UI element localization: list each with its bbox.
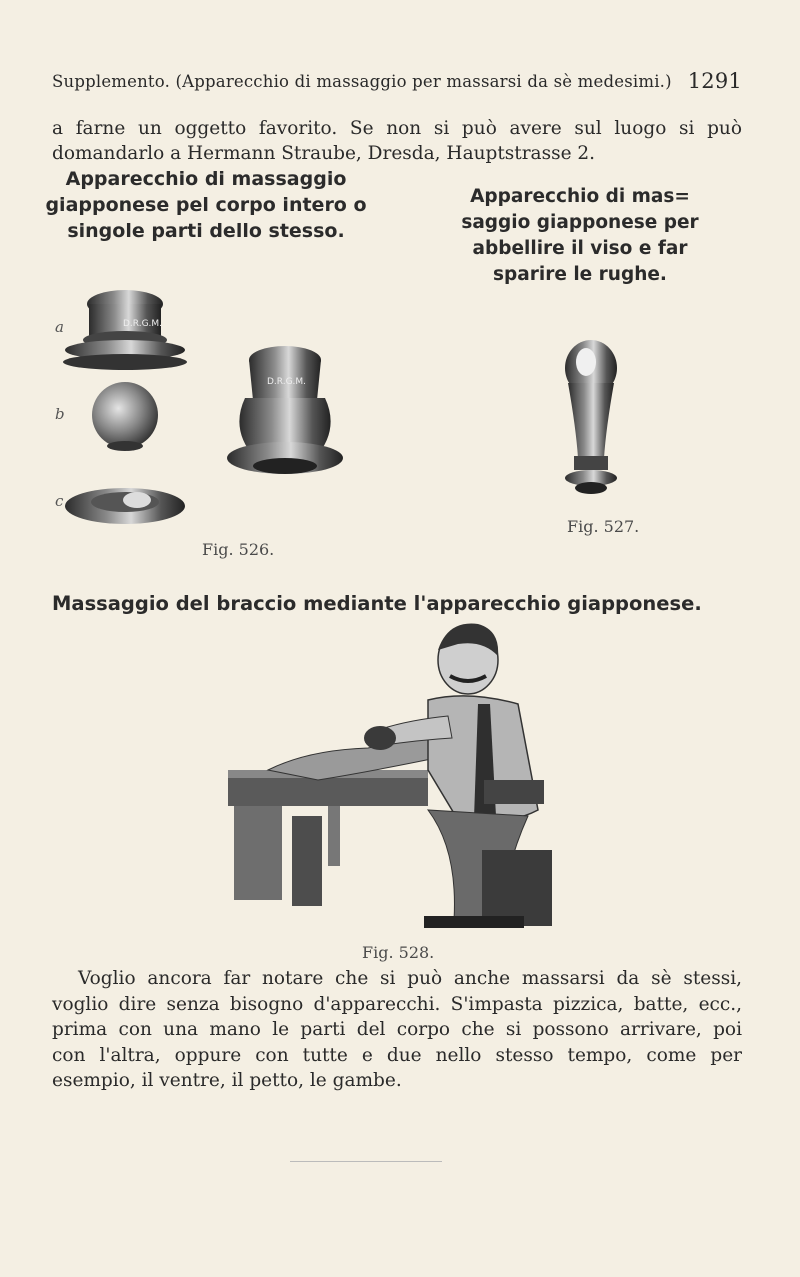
heading-line: saggio giapponese per — [461, 212, 699, 233]
fig526-assembled — [227, 346, 343, 474]
text-line: con l'altra, oppure con tutte e due nello stesso tempo, come per — [52, 1044, 742, 1066]
running-head — [52, 69, 742, 93]
fig528-arm-massage-illustration — [228, 620, 558, 940]
heading-line: singole parti dello stesso. — [67, 220, 345, 242]
intro-paragraph — [52, 116, 742, 166]
fig526-label-b: b — [55, 405, 65, 423]
heading-line: giapponese pel corpo intero o — [45, 194, 367, 216]
fig526-massager-illustration — [45, 280, 375, 540]
fig526-part-c — [65, 488, 185, 524]
fig528-caption: Fig. 528. — [362, 943, 435, 962]
footer-rule — [290, 1161, 442, 1162]
fig526-label-c: c — [55, 492, 64, 510]
text-line: Voglio ancora far notare che si può anche massarsi da sè stessi, — [78, 968, 742, 989]
man-head — [438, 624, 498, 694]
man-legs — [424, 810, 552, 928]
page-number: 1291 — [687, 69, 742, 93]
text-line: prima con una mano le parti del corpo che si possono arrivare, poi — [52, 1019, 742, 1041]
fig526-heading — [40, 166, 372, 244]
text-line: esempio, il ventre, il petto, le gambe. — [52, 1070, 402, 1092]
body-paragraph — [52, 966, 742, 1094]
text-line: voglio dire senza bisogno d'apparecchi. S'impasta pizzica, batte, ecc., — [52, 993, 742, 1015]
heading-line: Apparecchio di mas= — [470, 186, 690, 207]
fig527-heading — [424, 184, 736, 288]
fig526-engraving-assembled: D.R.G.M. — [267, 377, 307, 387]
fig526-part-b — [92, 382, 158, 451]
fig527-face-massager-illustration — [546, 338, 636, 498]
fig526-caption: Fig. 526. — [202, 540, 275, 559]
fig526-part-a — [63, 290, 187, 370]
man-torso — [428, 696, 544, 822]
running-head-title: Supplemento. (Apparecchio di massaggio per massarsi da sè medesimi.) — [52, 72, 672, 91]
heading-line: abbellire il viso e far — [472, 238, 688, 259]
text-line: a farne un oggetto favorito. Se non si può avere sul luogo si può — [52, 118, 742, 139]
fig526-label-a: a — [55, 318, 64, 336]
fig526-engraving-a: D.R.G.M. — [123, 319, 163, 329]
heading-line: Apparecchio di massaggio — [65, 168, 347, 190]
table — [228, 770, 428, 906]
text-line: domandarlo a Hermann Straube, Dresda, Hauptstrasse 2. — [52, 143, 596, 164]
heading-line: sparire le rughe. — [493, 264, 667, 285]
fig528-heading: Massaggio del braccio mediante l'apparecchio giapponese. — [52, 592, 702, 615]
fig527-caption: Fig. 527. — [567, 517, 640, 536]
